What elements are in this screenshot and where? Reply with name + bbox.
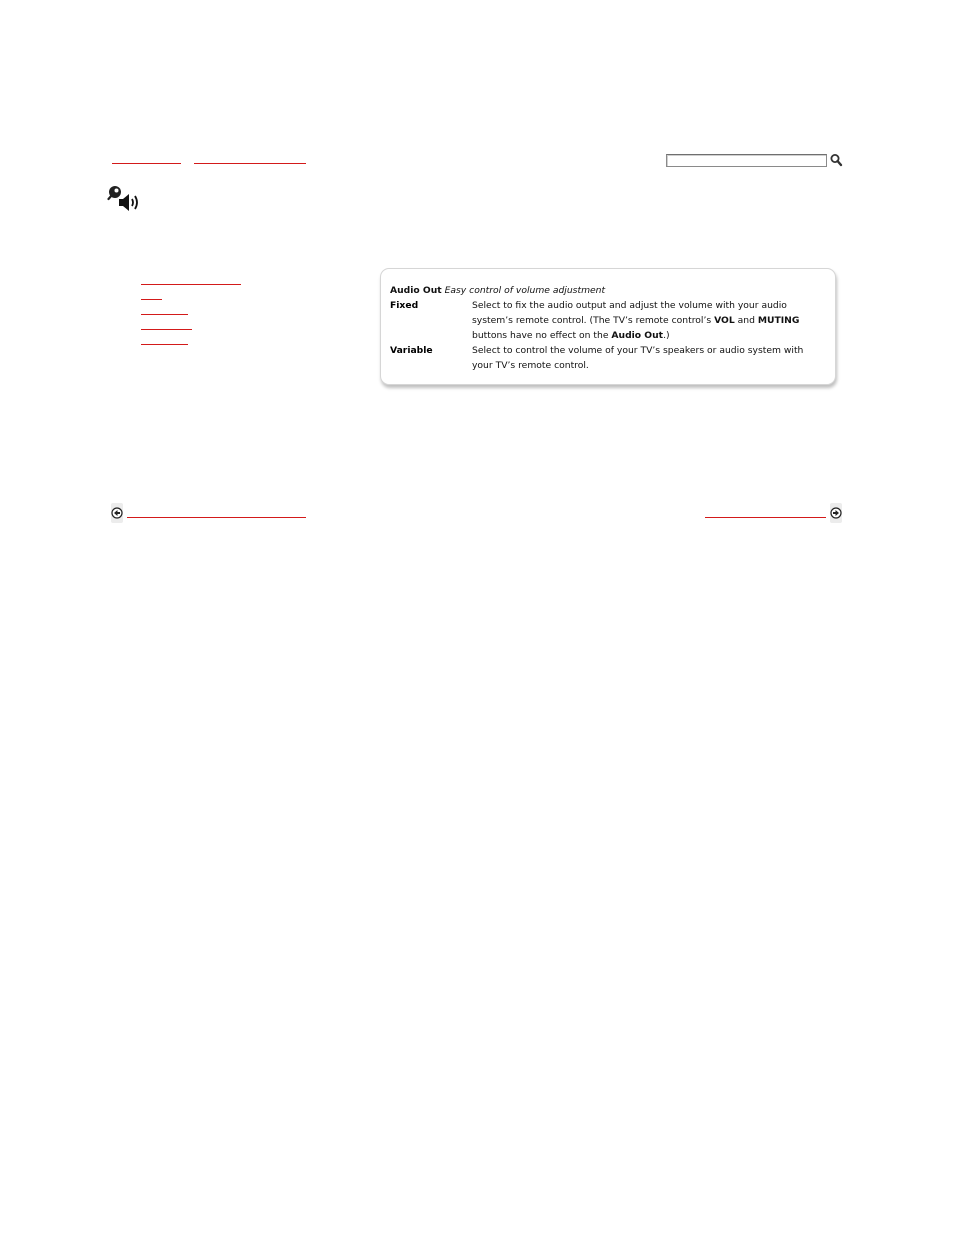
search-button[interactable] xyxy=(829,152,843,166)
fixed-desc-line3 xyxy=(472,328,670,343)
fixed-desc-text: system’s remote control. (The TV’s remote control’s xyxy=(472,315,715,326)
variable-term: Variable xyxy=(390,345,433,356)
search-input[interactable] xyxy=(666,154,827,167)
fixed-desc-text: buttons have no effect on the xyxy=(472,330,612,341)
fixed-desc-text: .) xyxy=(663,330,670,341)
panel-heading xyxy=(390,283,605,298)
breadcrumb-link-2[interactable] xyxy=(194,163,306,164)
variable-desc-line2: your TV’s remote control. xyxy=(472,360,589,371)
magnifier-icon xyxy=(829,153,843,167)
next-page-button[interactable] xyxy=(830,503,842,523)
nav-link-2[interactable] xyxy=(141,299,162,300)
variable-desc-line1: Select to control the volume of your TV’s speakers or audio system with xyxy=(472,345,804,356)
audio-out-label: Audio Out xyxy=(611,330,664,341)
fixed-desc-line2 xyxy=(472,313,799,328)
breadcrumb-link-1[interactable] xyxy=(112,163,181,164)
panel-title: Audio Out xyxy=(390,285,442,296)
fixed-desc-line1: Select to fix the audio output and adjust the volume with your audio xyxy=(472,300,787,311)
nav-link-4[interactable] xyxy=(141,329,192,330)
settings-sound-icon xyxy=(107,185,145,215)
nav-link-3[interactable] xyxy=(141,314,188,315)
fixed-desc-text: and xyxy=(734,315,758,326)
audio-out-panel xyxy=(380,268,836,385)
arrow-right-icon xyxy=(830,503,842,523)
prev-page-button[interactable] xyxy=(111,503,123,523)
vol-label: VOL xyxy=(714,315,735,326)
fixed-term: Fixed xyxy=(390,300,419,311)
panel-subtitle: Easy control of volume adjustment xyxy=(444,285,606,296)
nav-link-1[interactable] xyxy=(141,284,241,285)
prev-page-link[interactable] xyxy=(127,517,306,518)
muting-label: MUTING xyxy=(757,315,800,326)
nav-link-5[interactable] xyxy=(141,344,188,345)
arrow-left-icon xyxy=(111,503,123,523)
next-page-link[interactable] xyxy=(705,517,826,518)
